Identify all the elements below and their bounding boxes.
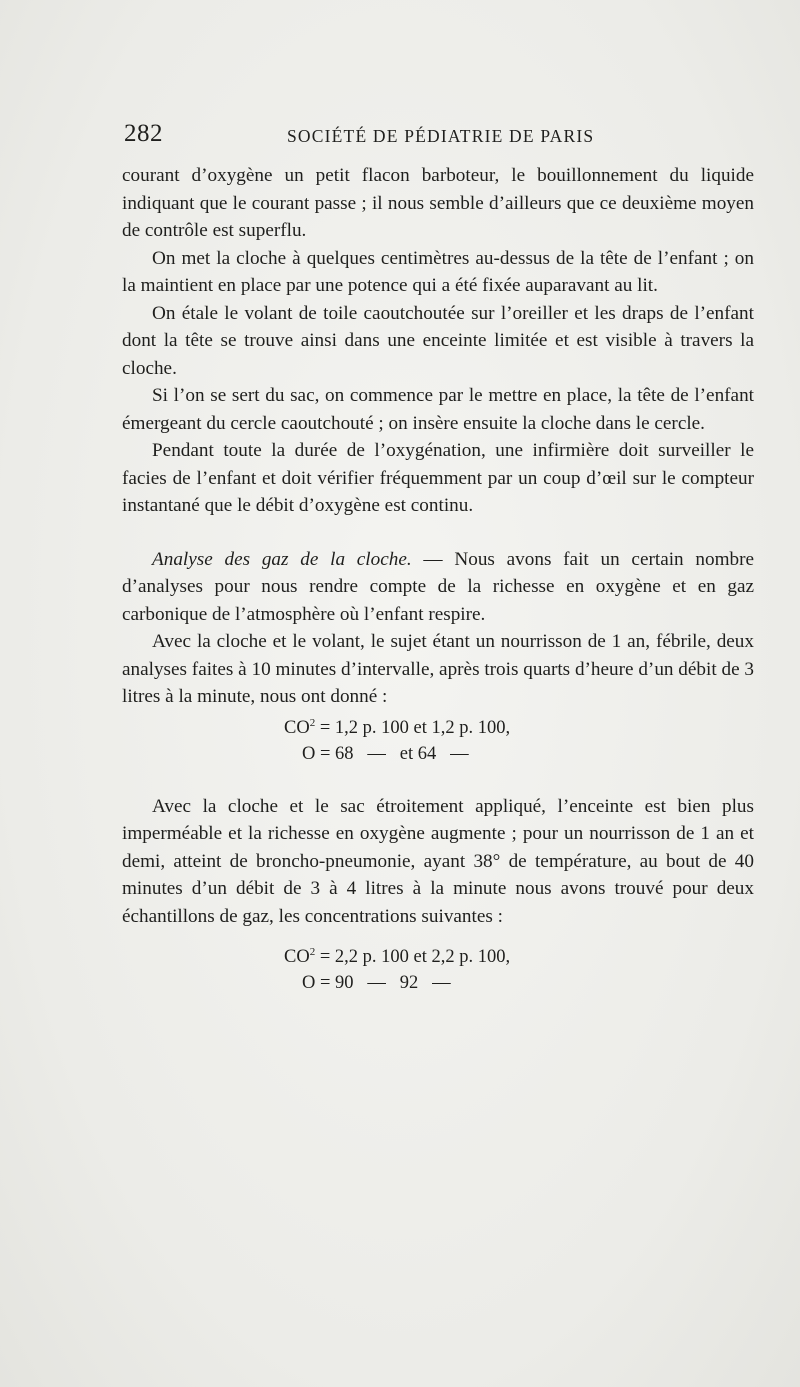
- paragraph-volant-results: Avec la cloche et le volant, le sujet étant un nourrisson de 1 an, fébrile, deux analyses faites à 10 minutes d’intervalle, après trois quarts d’heure d’un débit de 3 litres à la minute, nous ont donné :: [122, 631, 754, 707]
- paragraph-analyse: [122, 546, 754, 629]
- co2-exponent: 2: [309, 716, 316, 729]
- paragraph-sac-results: Avec la cloche et le sac étroitement appliqué, l’enceinte est bien plus imperméable et la richesse en oxygène augmente ; pour un nourrisson de 1 an et demi, atteint de broncho-pneumonie, ayant 38° de température, au bout de 40 minutes d’un débit de 3 à 4 litres à la minute nous avons trouvé pour deux échantillons de gaz, les concentrations suivantes :: [122, 795, 754, 927]
- paragraph-cloche-placement: On met la cloche à quelques centimètres au-dessus de la tête de l’enfant ; on la maintient en place par une potence qui a été fixée auparavant au lit.: [122, 247, 754, 296]
- paragraph-sac: Si l’on se sert du sac, on commence par le mettre en place, la tête de l’enfant émergeant du cercle caoutchouté ; on insère ensuite la cloche dans le cercle.: [122, 385, 754, 434]
- paragraph-surveillance: Pendant toute la durée de l’oxygénation, une infirmière doit surveiller le facies de l’enfant et doit vérifier fréquemment par un coup d’œil sur le compteur instantané que le débit d’oxygène est continu.: [122, 440, 754, 516]
- body-text: [122, 162, 754, 1022]
- co2-values: = 2,2 p. 100 et 2,2 p. 100,: [315, 947, 511, 967]
- formula-co2-line: [284, 715, 754, 741]
- formula-block-1: [122, 715, 754, 767]
- page-number: 282: [124, 120, 163, 147]
- co2-exponent: 2: [309, 946, 316, 958]
- co-symbol: CO: [284, 717, 310, 738]
- formula-o-line: O = 90 — 92 —: [302, 973, 451, 993]
- paragraph-volant: On étale le volant de toile caoutchoutée sur l’oreiller et les draps de l’enfant dont la tête se trouve ainsi dans une enceinte limitée et est visible à travers la cloche.: [122, 302, 754, 379]
- formula-o-line: O = 68 — et 64 —: [302, 743, 469, 764]
- formula-co2-line: [284, 944, 754, 970]
- section-heading: Analyse des gaz de la cloche.: [152, 548, 412, 570]
- running-title: SOCIÉTÉ DE PÉDIATRIE DE PARIS: [287, 126, 595, 146]
- formula-block-2: [122, 944, 754, 996]
- page-header: [124, 120, 754, 150]
- co2-values: = 1,2 p. 100 et 1,2 p. 100,: [315, 717, 511, 738]
- paragraph-analyse-text: — Nous avons fait un certain nombre d’analyses pour nous rendre compte de la richesse en oxygène et en gaz carbonique de l’atmosphère où l’enfant respire.: [122, 548, 755, 625]
- co-symbol: CO: [284, 947, 310, 967]
- paragraph-continuation: courant d’oxygène un petit flacon barboteur, le bouillonnement du liquide indiquant que le courant passe ; il nous semble d’ailleurs que ce deuxième moyen de contrôle est superflu.: [122, 165, 754, 241]
